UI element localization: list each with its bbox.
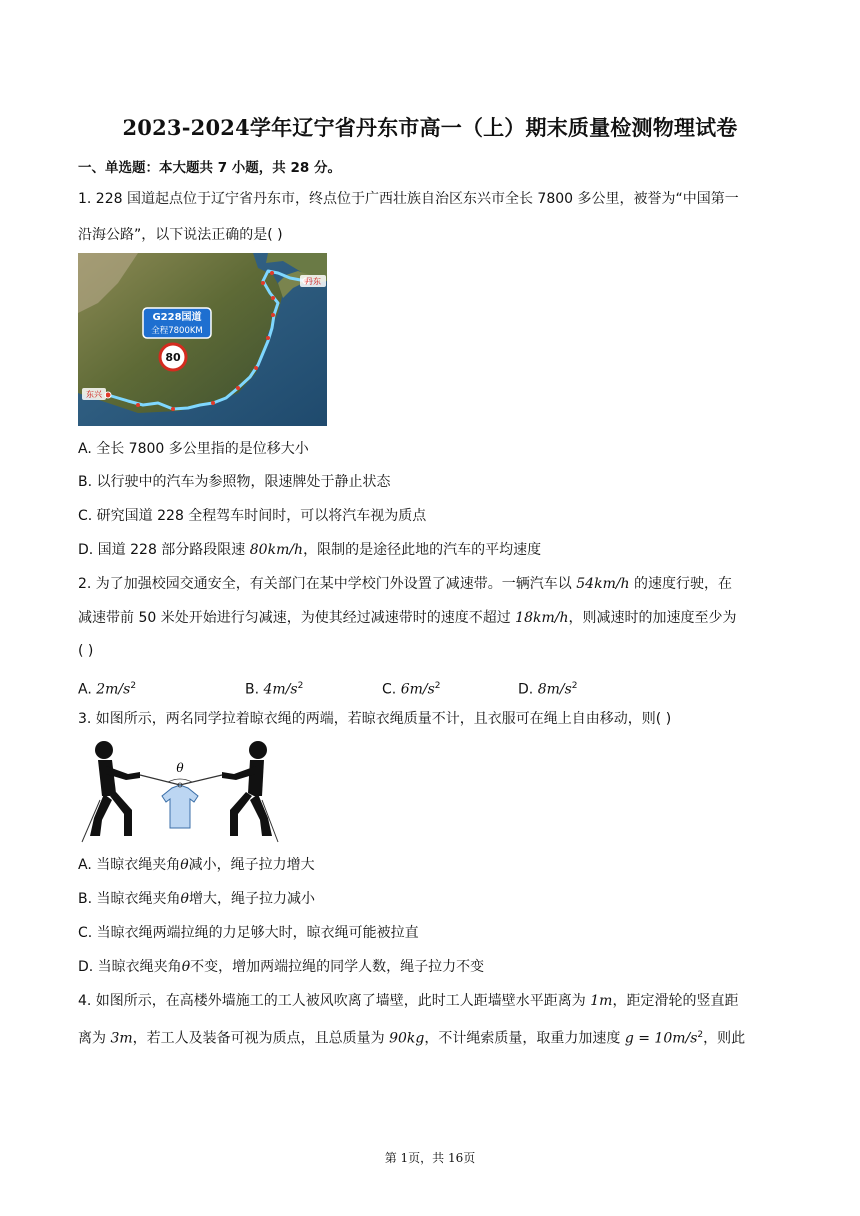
option-exponent: 2 [130,681,137,691]
q2-line3: ( ) [78,643,94,659]
q1-line1: 1. 228 国道起点位于辽宁省丹东市，终点位于广西壮族自治区东兴市全长 7800 多公里，被誉为“中国第一 [78,191,739,207]
q2-option-b [245,676,303,700]
city-dot [261,281,265,285]
city-dot [271,313,275,317]
badge-title: G228国道 [152,312,202,323]
option-text: 减小，绳子拉力增大 [188,857,315,873]
shirt-icon [162,785,198,828]
q3-option-d [78,957,484,977]
q4-gravity-exponent: 2 [697,1030,704,1040]
q4-line2 [78,1025,745,1049]
option-value: 6m/s [400,681,435,698]
page-title: 2023-2024学年辽宁省丹东市高一（上）期末质量检测物理试卷 [122,115,738,140]
option-text: B. 当晾衣绳夹角 [78,891,181,907]
q4-vertical-distance: 3m [110,1030,133,1047]
map-svg [78,253,327,426]
theta-label: θ [176,761,184,775]
q2-text: ，则减速时的加速度至少为 [568,610,737,626]
badge-subtitle: 全程7800KM [151,326,203,336]
q2-line2 [78,608,736,628]
option-exponent: 2 [571,681,578,691]
option-exponent: 2 [434,681,441,691]
q1-line2: 沿海公路”，以下说法正确的是( ) [78,227,283,243]
clothesline-svg [80,738,280,844]
q1-option-c: C. 研究国道 228 全程驾车时间时，可以将汽车视为质点 [78,508,427,524]
q2-option-d [518,676,578,700]
q1-option-a: A. 全长 7800 多公里指的是位移大小 [78,441,309,457]
city-dot [254,366,258,370]
city-dot [270,271,274,275]
option-label: D. [518,681,538,698]
left-person-icon [90,741,140,836]
theta-symbol: θ [180,857,189,873]
option-value: 2m/s [96,681,131,698]
q2-line1 [78,574,732,594]
q2-text: 的速度行驶，在 [629,576,733,592]
city-dot [211,401,215,405]
clothesline-figure [80,738,280,844]
option-text: 增大，绳子拉力减小 [188,891,315,907]
end-city-label: 东兴 [86,390,102,399]
city-dot [236,386,240,390]
option-label: B. [245,681,264,698]
q4-text: ，不计绳索质量，取重力加速度 [424,1030,625,1047]
q4-text: ，距定滑轮的竖直距 [612,993,739,1009]
option-label: A. [78,681,97,698]
q3-line1: 3. 如图所示，两名同学拉着晾衣绳的两端，若晾衣绳质量不计，且衣服可在绳上自由移动，则( ) [78,711,672,727]
q4-line1 [78,991,738,1011]
option-label: C. [382,681,401,698]
q2-option-a [78,676,136,700]
q1-option-d [78,540,541,560]
q2-option-c [382,676,441,700]
city-dot [171,407,175,411]
q2-text: 减速带前 50 米处开始进行匀减速，为使其经过减速带时的速度不超过 [78,610,516,626]
option-text: 不变，增加两端拉绳的同学人数，绳子拉力不变 [190,959,485,975]
q4-text: ，若工人及装备可视为质点，且总质量为 [132,1030,390,1047]
city-dot [266,336,270,340]
theta-symbol: θ [180,891,189,907]
right-person-icon [222,741,272,836]
q1-option-b: B. 以行驶中的汽车为参照物，限速牌处于静止状态 [78,474,391,490]
q3-option-b [78,889,315,909]
q4-gravity: g = 10m/s [624,1030,698,1047]
q4-horizontal-distance: 1m [590,993,613,1009]
g228-route-map-image [78,253,327,426]
start-city-label: 丹东 [305,277,321,286]
city-dot [136,403,140,407]
speed-limit-value: 80 [165,351,181,364]
q4-mass: 90kg [389,1030,425,1047]
city-dot [271,296,275,300]
q4-text: 离为 [78,1030,111,1047]
q1-option-d-text: D. 国道 228 部分路段限速 [78,542,250,558]
q3-option-c: C. 当晾衣绳两端拉绳的力足够大时，晾衣绳可能被拉直 [78,925,419,941]
q1-option-d-text-end: ，限制的是途径此地的汽车的平均速度 [303,542,542,558]
option-text: D. 当晾衣绳夹角 [78,959,182,975]
angle-arc [168,779,192,782]
q2-text: 2. 为了加强校园交通安全，有关部门在某中学校门外设置了减速带。一辆汽车以 [78,576,577,592]
q3-option-a [78,855,315,875]
section-heading: 一、单选题：本大题共 7 小题，共 28 分。 [78,160,341,176]
q1-speed-limit: 80km/h [249,542,304,558]
q2-initial-speed: 54km/h [576,576,630,592]
option-value: 4m/s [263,681,298,698]
theta-symbol: θ [181,959,191,975]
q4-text: 4. 如图所示，在高楼外墙施工的工人被风吹离了墙壁，此时工人距墙壁水平距离为 [78,993,591,1009]
q4-text: ，则此 [703,1030,746,1047]
page-footer: 第 1页，共 16页 [384,1151,476,1165]
q2-final-speed: 18km/h [515,610,569,626]
option-exponent: 2 [297,681,304,691]
option-text: A. 当晾衣绳夹角 [78,857,181,873]
option-value: 8m/s [537,681,572,698]
